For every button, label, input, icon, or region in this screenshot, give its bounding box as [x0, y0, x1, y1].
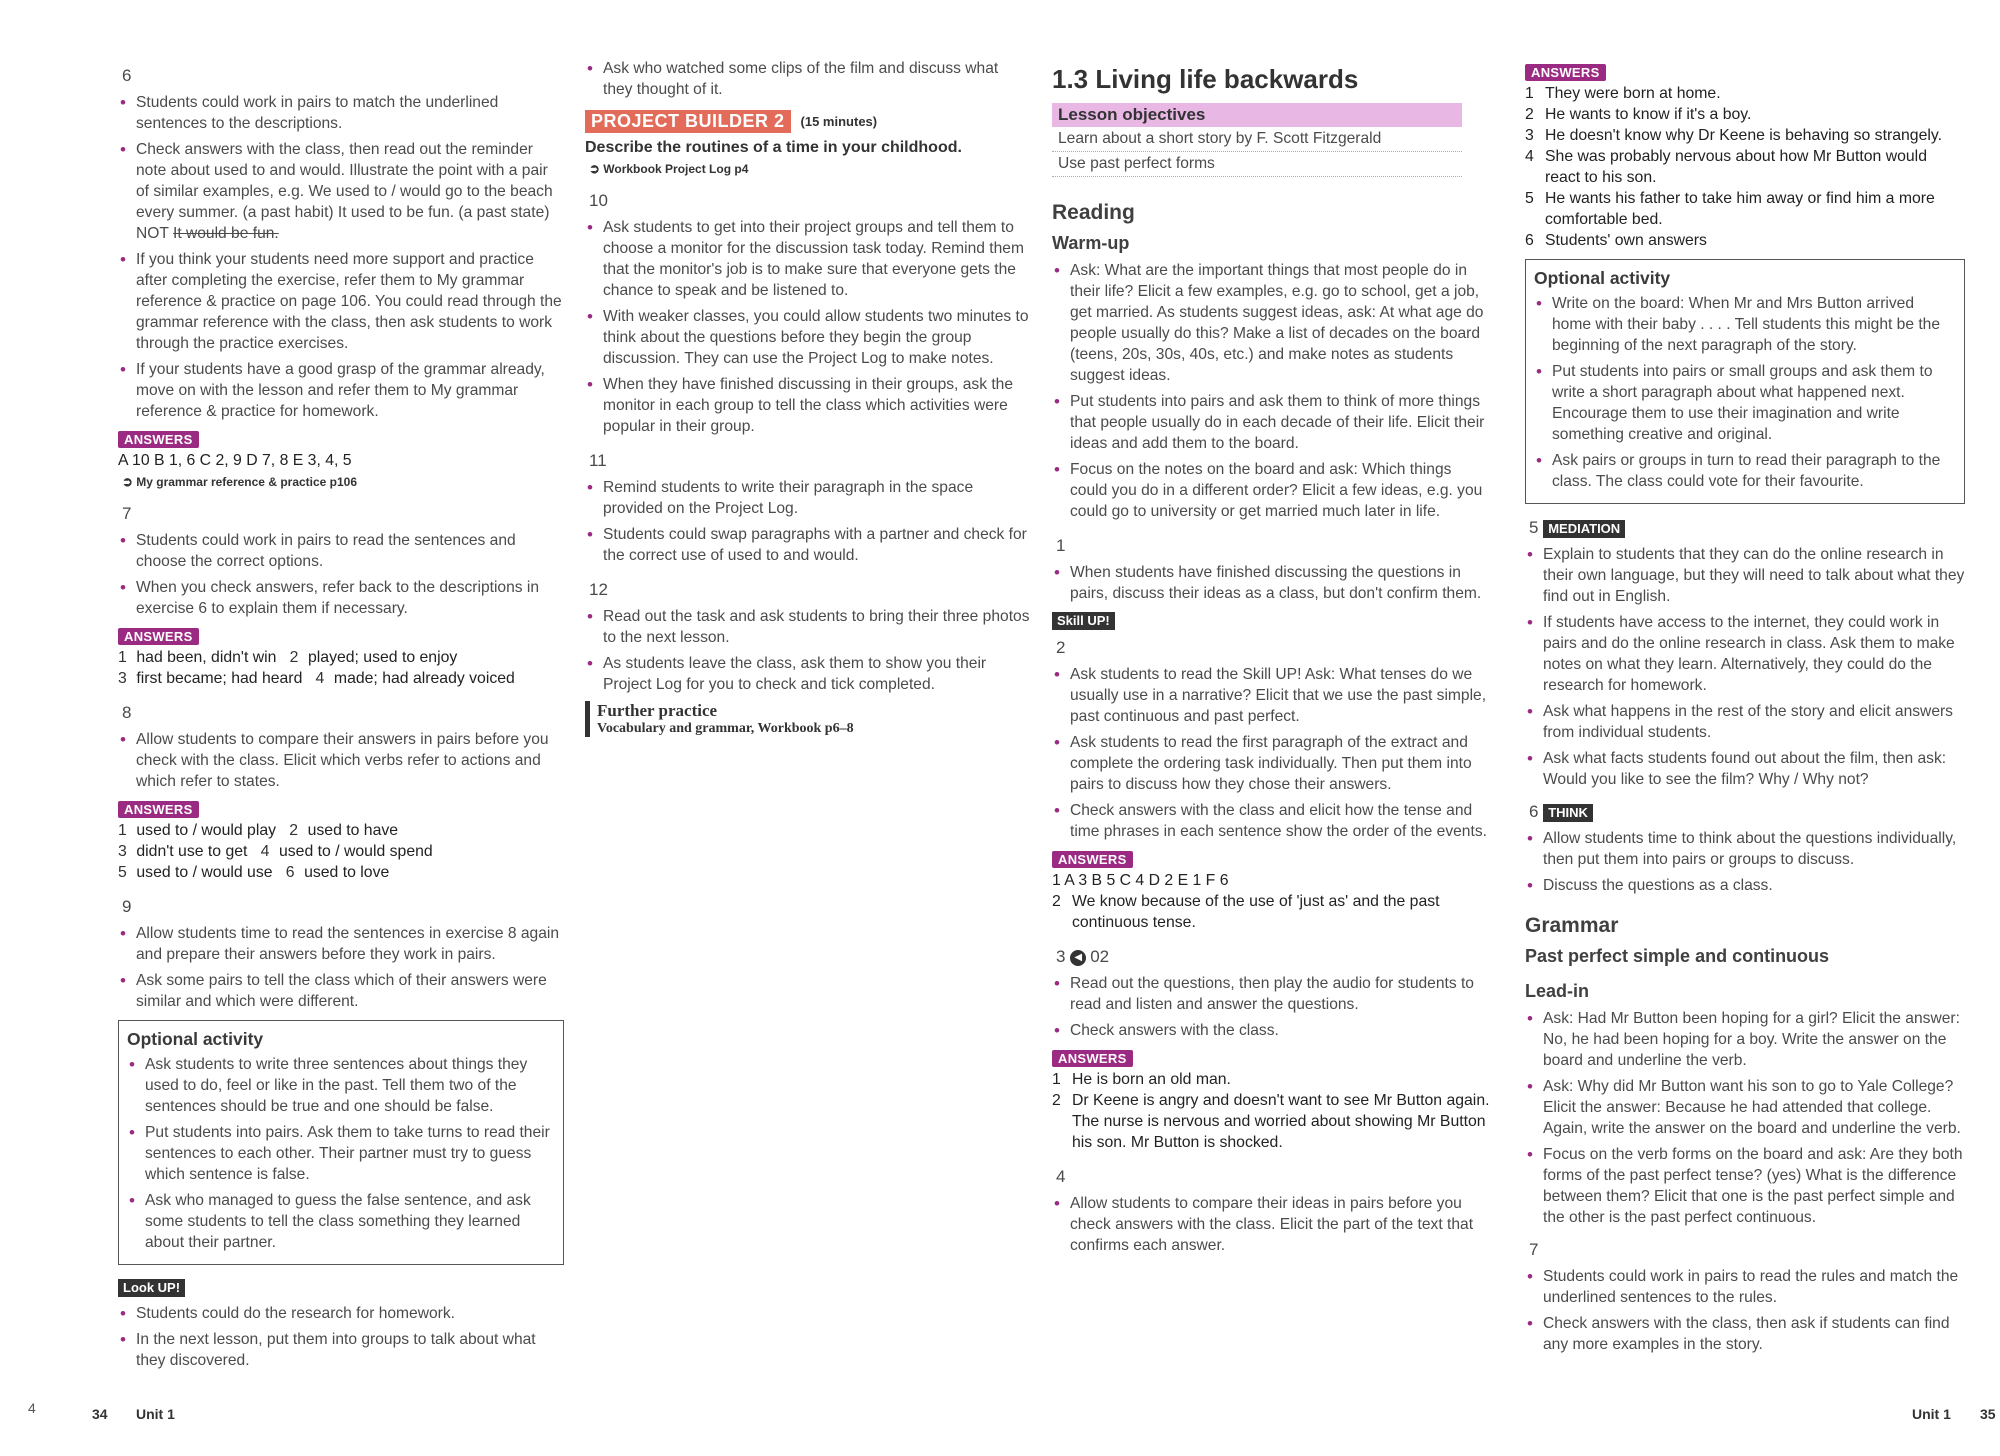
list-item: • Ask students to get into their project groups and tell them to choose a monitor for the discussion task today. Remind them that the monitor's job is to make sure that everyone gets the chance to speak and be listened to.	[585, 217, 1030, 301]
list-item: • If you think your students need more support and practice after completing the exercise, refer them to My grammar reference & practice on page 106. You could read through the grammar reference with the class, then ask students to work through the practice exercises.	[118, 249, 564, 354]
right-page-number: 35	[1980, 1406, 1996, 1422]
further-practice	[585, 701, 1030, 737]
answer-row	[1052, 891, 1492, 933]
further-practice-title: Further practice	[597, 701, 718, 720]
continued-list	[585, 58, 1030, 100]
answer-text: used to / would play	[136, 822, 277, 839]
list-item: • Students could swap paragraphs with a partner and check for the correct use of used to and would.	[585, 524, 1030, 566]
list-item: • Ask what happens in the rest of the story and elicit answers from individual students.	[1525, 701, 1965, 743]
list-item: • Students could work in pairs to match the underlined sentences to the descriptions.	[118, 92, 564, 134]
answer-text: Dr Keene is angry and doesn't want to see Mr Button again. The nurse is nervous and worried about showing Mr Button his son. Mr Button is shocked.	[1072, 1092, 1490, 1151]
list-item: • Remind students to write their paragraph in the space provided on the Project Log.	[585, 477, 1030, 519]
answer-row	[118, 841, 564, 862]
exercise-1-list	[1052, 562, 1492, 604]
left-unit-label: Unit 1	[136, 1406, 175, 1422]
answer-text: We know because of the use of 'just as' and the past continuous tense.	[1072, 893, 1440, 931]
project-builder-badge: PROJECT BUILDER 2	[585, 110, 791, 133]
answer-number: 3	[118, 670, 127, 687]
list-item: • Students could work in pairs to read the sentences and choose the correct options.	[118, 530, 564, 572]
exercise-number: 11	[589, 451, 607, 470]
answer-text: He wants to know if it's a boy.	[1545, 106, 1752, 123]
list-item: • Focus on the verb forms on the board and ask: Are they both forms of the past perfect tense? (yes) What is the difference between them? Elicit that one is the past perfect simple and the other is the past perfect continuous.	[1525, 1144, 1965, 1228]
list-item: • Ask: What are the important things that most people do in their life? Elicit a few examples, e.g. go to school, get a job, get married. As students suggest ideas, ask: At what age do people usually do this? Make a list of decades on the board (teens, 20s, 30s, 40s, etc.) and make notes as students suggest ideas.	[1052, 260, 1492, 386]
answers-badge: ANSWERS	[1525, 64, 1606, 81]
list-item: • Ask pairs or groups in turn to read their paragraph to the class. The class could vote for their favourite.	[1534, 450, 1956, 492]
answer-row	[1052, 1069, 1492, 1090]
exercise-number-text: 6	[1529, 802, 1539, 821]
exercise-2-list	[1052, 664, 1492, 842]
answer-number: 1	[118, 649, 127, 666]
grammar-reference[interactable]	[122, 474, 564, 490]
optional-activity-box	[118, 1020, 564, 1265]
answer-text: played; used to enjoy	[307, 649, 458, 666]
answer-row	[118, 862, 564, 883]
list-item-text: Check answers with the class, then read out the reminder note about used to and would. Illustrate the point with a pair of similar examples, e.g. We used to / would go to the beach every summer. (a past habit) It used to be fun. (a past state) NOT	[136, 141, 553, 242]
exercise-number	[1529, 518, 1965, 538]
answer-number: 6	[285, 864, 295, 881]
list-item: • Ask: Why did Mr Button want his son to go to Yale College? Elicit the answer: Because he had attended that college. Again, write the answer on the board and underline the verb.	[1525, 1076, 1965, 1139]
objective-item: Learn about a short story by F. Scott Fitzgerald	[1052, 127, 1462, 152]
list-item: • With weaker classes, you could allow students two minutes to think about the questions before they begin the group discussion. They can use the Project Log to make notes.	[585, 306, 1030, 369]
answer-row	[1052, 1090, 1492, 1153]
optional-activity-box	[1525, 259, 1965, 504]
answer-text: made; had already voiced	[333, 670, 515, 687]
answer-text: used to love	[304, 864, 390, 881]
answer-text: He is born an old man.	[1072, 1071, 1231, 1088]
answer-number: 6	[1525, 232, 1534, 249]
lesson-title: 1.3 Living life backwards	[1052, 64, 1359, 94]
box-title: Optional activity	[127, 1029, 264, 1049]
answer-text: He doesn't know why Dr Keene is behaving so strangely.	[1545, 127, 1942, 144]
right-unit-label: Unit 1	[1912, 1406, 1951, 1422]
warmup-list	[1052, 260, 1492, 522]
answers-badge: ANSWERS	[118, 628, 199, 645]
exercise-number: 1	[1056, 536, 1066, 555]
list-item: • Ask who watched some clips of the film and discuss what they thought of it.	[585, 58, 1030, 100]
exercise-number: 10	[589, 191, 608, 210]
objective-item: Use past perfect forms	[1052, 152, 1462, 177]
exercise-number	[1056, 947, 1492, 967]
list-item: • Focus on the notes on the board and ask: Which things could you do in a different order? Elicit a few ideas, e.g. you could go to university or get married much later in life.	[1052, 459, 1492, 522]
answer-row	[1525, 83, 1965, 104]
answer-number: 2	[1052, 893, 1061, 910]
answer-number: 2	[289, 822, 298, 839]
list-item: • When they have finished discussing in their groups, ask the monitor in each group to tell the class which activities were popular in their group.	[585, 374, 1030, 437]
look-up-badge: Look UP!	[118, 1279, 185, 1297]
audio-track: 02	[1090, 947, 1110, 966]
exercise-number	[1529, 802, 1965, 822]
duration: (15 minutes)	[800, 114, 878, 129]
exercise-number-text: 3	[1056, 947, 1066, 966]
objectives-header: Lesson objectives	[1052, 103, 1462, 127]
list-item: • Ask students to read the first paragraph of the extract and complete the ordering task individually. Then put them into pairs to discuss how they chose their answers.	[1052, 732, 1492, 795]
exercise-number: 2	[1056, 638, 1066, 657]
list-item: • If your students have a good grasp of the grammar already, move on with the lesson and refer them to My grammar reference & practice for homework.	[118, 359, 564, 422]
answer-text: had been, didn't win	[136, 649, 277, 666]
answer-row	[1525, 125, 1965, 146]
further-practice-ref: Vocabulary and grammar, Workbook p6–8	[597, 721, 854, 736]
list-item: • When you check answers, refer back to the descriptions in exercise 6 to explain them if necessary.	[118, 577, 564, 619]
optional-activity-list	[127, 1054, 555, 1253]
answer-text: Students' own answers	[1545, 232, 1707, 249]
left-page-number: 34	[92, 1406, 108, 1422]
answer-text: She was probably nervous about how Mr Button would react to his son.	[1545, 148, 1927, 186]
list-item: • When students have finished discussing the questions in pairs, discuss their ideas as a class, but don't confirm them.	[1052, 562, 1492, 604]
exercise-6-list	[1525, 828, 1965, 896]
exercise-5-list	[1525, 544, 1965, 790]
column-2	[585, 58, 1030, 737]
answer-number: 5	[118, 864, 127, 881]
list-item: • Ask: Had Mr Button been hoping for a girl? Elicit the answer: No, he had been hoping for a boy. Write the answer on the board and underline the verb.	[1525, 1008, 1965, 1071]
leadin-list	[1525, 1008, 1965, 1228]
think-badge: THINK	[1543, 804, 1593, 822]
list-item: • Read out the questions, then play the audio for students to read and listen and answer the questions.	[1052, 973, 1492, 1015]
answer-number: 4	[260, 843, 270, 860]
answer-row	[1525, 230, 1965, 251]
exercise-6-list	[118, 92, 564, 422]
skill-up-badge: Skill UP!	[1052, 612, 1115, 630]
list-item: • Ask who managed to guess the false sentence, and ask some students to tell the class something they learned about their partner.	[127, 1190, 555, 1253]
subsection-heading: Past perfect simple and continuous	[1525, 946, 1830, 966]
list-item: • Put students into pairs. Ask them to take turns to read their sentences to each other. Their partner must try to guess which sentence is false.	[127, 1122, 555, 1185]
list-item: • Ask what facts students found out about the film, then ask: Would you like to see the film? Why / Why not?	[1525, 748, 1965, 790]
answer-number: 4	[315, 670, 325, 687]
subsection-heading: Warm-up	[1052, 233, 1130, 253]
answer-number: 2	[289, 649, 299, 666]
answer-row	[118, 820, 564, 841]
answer-text: used to have	[307, 822, 399, 839]
list-item: • Put students into pairs and ask them to think of more things that people usually do in each decade of their life. Elicit their ideas and add them to the board.	[1052, 391, 1492, 454]
project-description: Describe the routines of a time in your childhood.	[585, 139, 962, 156]
answer-row	[118, 647, 564, 668]
exercise-number: 7	[1529, 1240, 1539, 1259]
answer-row	[1525, 146, 1965, 188]
exercise-9-list	[118, 923, 564, 1012]
exercise-8-list	[118, 729, 564, 792]
list-item: • Discuss the questions as a class.	[1525, 875, 1965, 896]
answers-badge: ANSWERS	[118, 431, 199, 448]
list-item: • Students could do the research for homework.	[118, 1303, 564, 1324]
answer-row	[118, 668, 564, 689]
exercise-4-list	[1052, 1193, 1492, 1256]
look-up-list	[118, 1303, 564, 1371]
list-item: • Allow students to compare their ideas in pairs before you check answers with the class. Elicit the part of the text that confirms each answer.	[1052, 1193, 1492, 1256]
project-builder-header	[585, 110, 1030, 133]
answer-number: 2	[1052, 1092, 1061, 1109]
exercise-3-list	[1052, 973, 1492, 1041]
answers-line: 1 A 3 B 5 C 4 D 2 E 1 F 6	[1052, 872, 1229, 889]
list-item: • Put students into pairs or small groups and ask them to write a short paragraph about what happened next. Encourage them to use their imagination and write something creative and original.	[1534, 361, 1956, 445]
optional-activity-list	[1534, 293, 1956, 492]
answers-badge: ANSWERS	[1052, 1050, 1133, 1067]
exercise-11-list	[585, 477, 1030, 566]
answer-text: He wants his father to take him away or find him a more comfortable bed.	[1545, 190, 1935, 228]
workbook-reference[interactable]	[589, 161, 1030, 177]
audio-icon[interactable]: ◀	[1070, 950, 1086, 966]
answers-badge: ANSWERS	[118, 801, 199, 818]
exercise-number: 6	[122, 66, 132, 85]
list-item: • Read out the task and ask students to bring their three photos to the next lesson.	[585, 606, 1030, 648]
answers-line: A 10 B 1, 6 C 2, 9 D 7, 8 E 3, 4, 5	[118, 452, 352, 469]
page-corner-number: 4	[28, 1400, 36, 1416]
answer-text: used to / would use	[136, 864, 273, 881]
answer-number: 1	[1525, 85, 1534, 102]
section-heading: Grammar	[1525, 914, 1619, 937]
list-item: • Ask students to read the Skill UP! Ask: What tenses do we usually use in a narrative? Elicit that we use the past simple, past continuous and past perfect.	[1052, 664, 1492, 727]
answer-number: 1	[118, 822, 127, 839]
exercise-number: 8	[122, 703, 132, 722]
list-item: • Allow students to compare their answers in pairs before you check with the class. Elicit which verbs refer to actions and which refer to states.	[118, 729, 564, 792]
list-item: • Ask some pairs to tell the class which of their answers were similar and which were different.	[118, 970, 564, 1012]
box-title: Optional activity	[1534, 268, 1671, 288]
exercise-number: 12	[589, 580, 608, 599]
column-3	[1052, 58, 1492, 1261]
exercise-7-list	[118, 530, 564, 619]
reference-label: Workbook Project Log p4	[603, 162, 749, 176]
list-item: • Allow students time to read the sentences in exercise 8 again and prepare their answers before they work in pairs.	[118, 923, 564, 965]
answer-row	[1525, 188, 1965, 230]
answer-text: first became; had heard	[136, 670, 303, 687]
list-item: • Allow students time to think about the questions individually, then put them into pairs or groups to discuss.	[1525, 828, 1965, 870]
column-1	[118, 58, 564, 1376]
struck-example: It would be fun.	[172, 225, 279, 242]
arrow-icon: ➲	[122, 474, 133, 489]
mediation-badge: MEDIATION	[1543, 520, 1625, 538]
exercise-10-list	[585, 217, 1030, 437]
answer-number: 1	[1052, 1071, 1061, 1088]
list-item: • Check answers with the class, then ask if students can find any more examples in the story.	[1525, 1313, 1965, 1355]
answer-text: didn't use to get	[136, 843, 248, 860]
list-item: • As students leave the class, ask them to show you their Project Log for you to check and tick completed.	[585, 653, 1030, 695]
answer-number: 5	[1525, 190, 1534, 207]
arrow-icon: ➲	[589, 161, 600, 176]
answer-text: used to / would spend	[279, 843, 433, 860]
exercise-number: 4	[1056, 1167, 1066, 1186]
list-item: • In the next lesson, put them into groups to talk about what they discovered.	[118, 1329, 564, 1371]
exercise-number: 7	[122, 504, 132, 523]
answer-number: 3	[118, 843, 127, 860]
list-item: • Ask students to write three sentences about things they used to do, feel or like in the past. Tell them two of the sentences should be true and one should be false.	[127, 1054, 555, 1117]
list-item: • Students could work in pairs to read the rules and match the underlined sentences to the rules.	[1525, 1266, 1965, 1308]
reference-label: My grammar reference & practice p106	[136, 475, 358, 489]
answer-text: They were born at home.	[1545, 85, 1721, 102]
answer-number: 4	[1525, 148, 1534, 165]
answer-number: 3	[1525, 127, 1534, 144]
answer-row	[1525, 104, 1965, 125]
exercise-12-list	[585, 606, 1030, 695]
list-item	[118, 139, 564, 244]
list-item: • Write on the board: When Mr and Mrs Button arrived home with their baby . . . . Tell students this might be the beginning of the next paragraph of the story.	[1534, 293, 1956, 356]
subsection-heading: Lead-in	[1525, 981, 1590, 1001]
answer-number: 2	[1525, 106, 1534, 123]
exercise-number: 9	[122, 897, 132, 916]
list-item: • Check answers with the class.	[1052, 1020, 1492, 1041]
exercise-number-text: 5	[1529, 518, 1539, 537]
list-item: • Check answers with the class and elicit how the tense and time phrases in each sentence show the order of the events.	[1052, 800, 1492, 842]
list-item: • If students have access to the internet, they could work in pairs and do the online research in class. Ask them to make notes on what they learn. Alternatively, they could do the research for homework.	[1525, 612, 1965, 696]
list-item: • Explain to students that they can do the online research in their own language, but they will need to talk about what they find out in English.	[1525, 544, 1965, 607]
exercise-7-list	[1525, 1266, 1965, 1355]
section-heading: Reading	[1052, 201, 1135, 224]
column-4	[1525, 64, 1965, 1360]
answers-badge: ANSWERS	[1052, 851, 1133, 868]
